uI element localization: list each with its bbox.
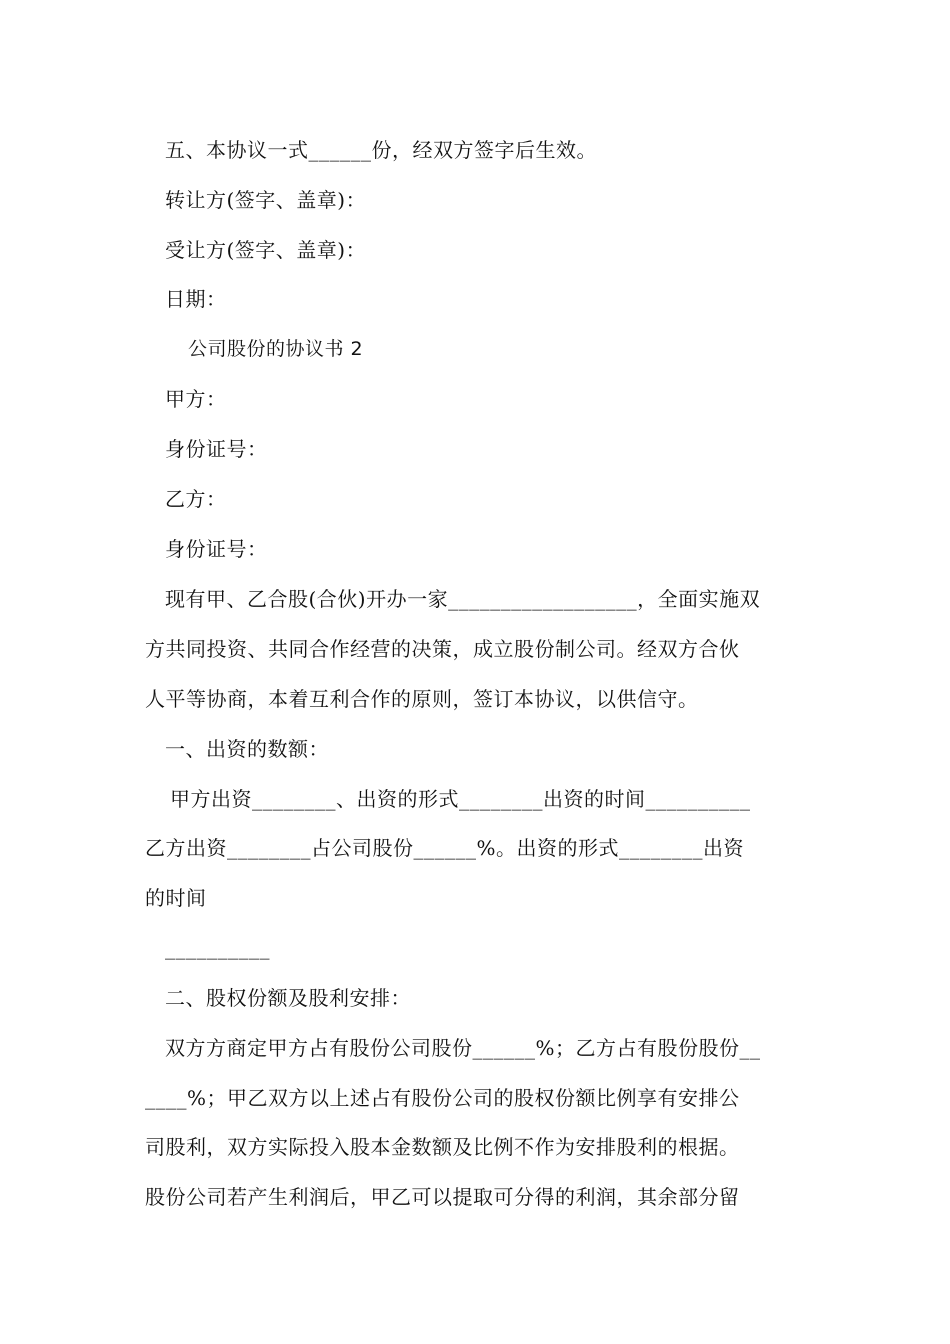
transferor-signature: 转让方(签字、盖章)： (165, 188, 367, 212)
heading-capital: 一、出资的数额： (165, 737, 329, 761)
preamble-line-2: 方共同投资、共同合作经营的决策，成立股份制公司。经双方合伙 (145, 637, 740, 661)
party-a-label: 甲方： (165, 387, 227, 411)
transferee-signature: 受让方(签字、盖章)： (165, 238, 367, 262)
party-b-capital: 乙方出资________占公司股份______%。出资的形式________出资 (145, 836, 745, 860)
party-a-id: 身份证号： (165, 437, 268, 461)
section-title: 公司股份的协议书 2 (188, 338, 364, 360)
party-b-capital-cont: 的时间 (145, 886, 207, 910)
date-label: 日期： (165, 287, 227, 311)
party-a-capital: 甲方出资________、出资的形式________出资的时间__________ (170, 787, 751, 811)
equity-line-3: 司股利，双方实际投入股本金数额及比例不作为安排股利的根据。 (145, 1135, 740, 1159)
preamble-line-3: 人平等协商，本着互利合作的原则，签订本协议，以供信守。 (145, 687, 699, 711)
heading-equity: 二、股权份额及股利安排： (165, 986, 411, 1010)
party-b-id: 身份证号： (165, 537, 268, 561)
equity-line-2: ____%；甲乙双方以上述占有股份公司的股权份额比例享有安排公 (145, 1086, 740, 1110)
equity-line-1: 双方方商定甲方占有股份公司股份______%；乙方占有股份股份__ (165, 1036, 761, 1060)
equity-line-4: 股份公司若产生利润后，甲乙可以提取可分得的利润，其余部分留 (145, 1185, 740, 1209)
blank-line: __________ (165, 936, 270, 960)
party-b-label: 乙方： (165, 487, 227, 511)
clause-five: 五、本协议一式______份，经双方签字后生效。 (165, 138, 597, 162)
preamble-line-1: 现有甲、乙合股(合伙)开办一家__________________，全面实施双 (165, 587, 761, 611)
